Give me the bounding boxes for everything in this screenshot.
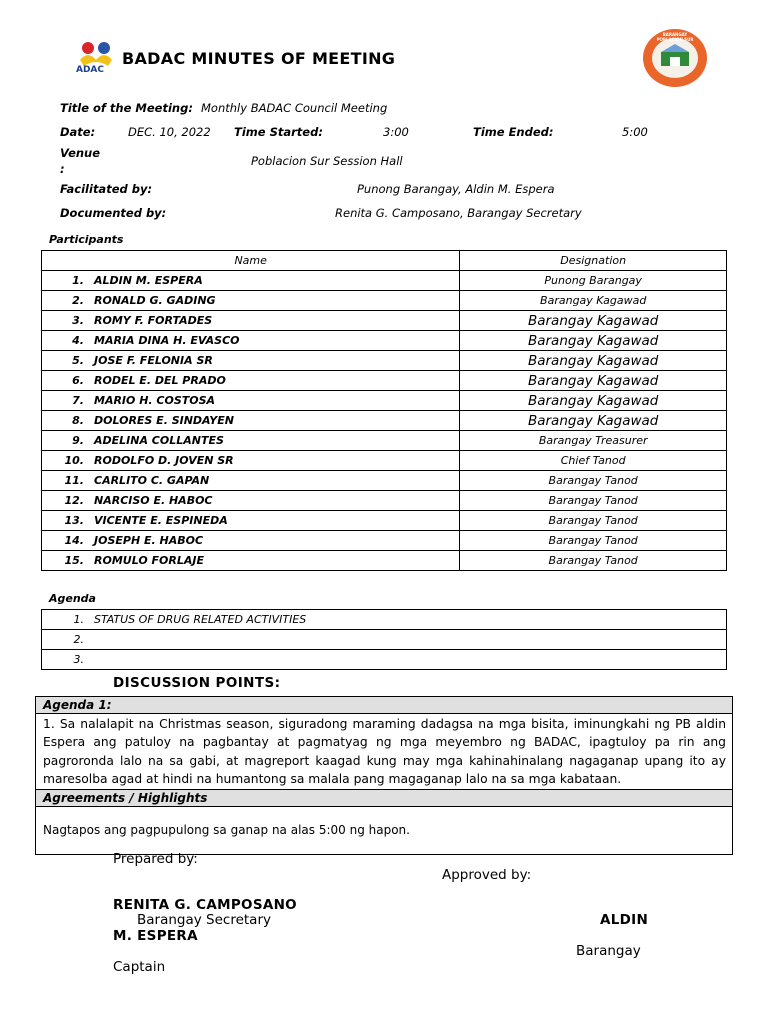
agenda-table xyxy=(41,609,727,670)
participant-row xyxy=(42,471,727,491)
participant-row xyxy=(42,351,727,371)
participant-designation: Punong Barangay xyxy=(460,271,727,291)
time-ended-label: Time Ended: xyxy=(473,125,554,139)
participant-designation: Chief Tanod xyxy=(460,451,727,471)
meeting-title-value: Monthly BADAC Council Meeting xyxy=(201,101,388,115)
participant-name-cell xyxy=(42,551,460,571)
participant-row xyxy=(42,411,727,431)
participant-number: 12. xyxy=(64,494,84,507)
participant-name-cell xyxy=(42,491,460,511)
participant-name: JOSE F. FELONIA SR xyxy=(94,354,213,367)
participant-number: 3. xyxy=(72,314,84,327)
participant-name-cell xyxy=(42,291,460,311)
participant-name: ROMULO FORLAJE xyxy=(94,554,204,567)
participant-name-cell xyxy=(42,271,460,291)
agenda-row xyxy=(42,610,727,630)
participant-name: ADELINA COLLANTES xyxy=(94,434,224,447)
participant-designation: Barangay Kagawad xyxy=(460,291,727,311)
participants-table xyxy=(41,250,727,571)
date-value: DEC. 10, 2022 xyxy=(128,125,211,139)
participant-name: JOSEPH E. HABOC xyxy=(94,534,204,547)
participant-name-cell xyxy=(42,351,460,371)
participant-number: 6. xyxy=(72,374,84,387)
agenda-cell xyxy=(42,630,727,650)
participant-row xyxy=(42,371,727,391)
participant-name: RODEL E. DEL PRADO xyxy=(94,374,226,387)
participant-name-cell xyxy=(42,371,460,391)
participant-designation: Barangay Tanod xyxy=(460,551,727,571)
agreements-text: Nagtapos ang pagpupulong sa ganap na alas 5:00 ng hapon. xyxy=(36,806,733,854)
approved-title-part2: Captain xyxy=(113,959,166,975)
participant-number: 1. xyxy=(72,274,84,287)
agenda-number: 1. xyxy=(73,613,84,626)
facilitated-value: Punong Barangay, Aldin M. Espera xyxy=(357,182,555,196)
agenda-label: Agenda xyxy=(49,592,96,605)
participant-number: 9. xyxy=(72,434,84,447)
participant-row xyxy=(42,551,727,571)
participant-name-cell xyxy=(42,451,460,471)
participant-name-cell xyxy=(42,431,460,451)
participant-designation: Barangay Kagawad xyxy=(460,371,727,391)
prepared-by-label: Prepared by: xyxy=(113,851,198,867)
badac-logo-text: ADAC xyxy=(76,65,105,75)
participant-name: MARIA DINA H. EVASCO xyxy=(94,334,240,347)
participant-designation: Barangay Tanod xyxy=(460,531,727,551)
barangay-seal xyxy=(642,28,708,88)
time-ended-value: 5:00 xyxy=(622,125,648,139)
approved-name-part2: M. ESPERA xyxy=(113,928,198,944)
participant-number: 8. xyxy=(72,414,84,427)
participant-name: ROMY F. FORTADES xyxy=(94,314,213,327)
participant-name-cell xyxy=(42,471,460,491)
participant-row xyxy=(42,511,727,531)
documented-label: Documented by: xyxy=(60,206,167,220)
participants-header-row xyxy=(42,251,727,271)
prepared-title: Barangay Secretary xyxy=(137,912,271,928)
agenda-number: 3. xyxy=(73,653,84,666)
participant-row xyxy=(42,391,727,411)
date-label: Date: xyxy=(60,125,96,139)
participant-name: ALDIN M. ESPERA xyxy=(94,274,203,287)
participant-row xyxy=(42,331,727,351)
documented-value: Renita G. Camposano, Barangay Secretary xyxy=(335,206,582,220)
col-designation-header: Designation xyxy=(460,251,727,271)
participant-number: 11. xyxy=(64,474,84,487)
participant-name: RONALD G. GADING xyxy=(94,294,216,307)
participant-row xyxy=(42,531,727,551)
agenda-number: 2. xyxy=(73,633,84,646)
participant-designation: Barangay Tanod xyxy=(460,491,727,511)
participant-row xyxy=(42,491,727,511)
participant-name: VICENTE E. ESPINEDA xyxy=(94,514,228,527)
document-title: BADAC MINUTES OF MEETING xyxy=(122,49,396,68)
participant-name-cell xyxy=(42,411,460,431)
participant-name-cell xyxy=(42,511,460,531)
participant-name: RODOLFO D. JOVEN SR xyxy=(94,454,234,467)
participant-number: 2. xyxy=(72,294,84,307)
participant-designation: Barangay Kagawad xyxy=(460,391,727,411)
approved-name-part1: ALDIN xyxy=(600,912,649,928)
time-started-label: Time Started: xyxy=(234,125,323,139)
participant-row xyxy=(42,271,727,291)
facilitated-label: Facilitated by: xyxy=(60,182,153,196)
participant-number: 5. xyxy=(72,354,84,367)
time-started-value: 3:00 xyxy=(383,125,409,139)
col-name-header: Name xyxy=(42,251,460,271)
participant-designation: Barangay Treasurer xyxy=(460,431,727,451)
approved-by-label: Approved by: xyxy=(442,867,532,883)
participant-name: DOLORES E. SINDAYEN xyxy=(94,414,234,427)
participant-name-cell xyxy=(42,311,460,331)
agenda-row xyxy=(42,630,727,650)
meeting-title-label: Title of the Meeting: xyxy=(60,101,193,115)
participant-designation: Barangay Kagawad xyxy=(460,331,727,351)
participant-number: 14. xyxy=(64,534,84,547)
participant-row xyxy=(42,431,727,451)
agenda-row xyxy=(42,650,727,670)
participant-number: 7. xyxy=(72,394,84,407)
participants-label: Participants xyxy=(49,233,124,246)
agenda-text: STATUS OF DRUG RELATED ACTIVITIES xyxy=(94,613,307,626)
venue-colon: : xyxy=(60,162,65,176)
participant-designation: Barangay Kagawad xyxy=(460,351,727,371)
participant-designation: Barangay Tanod xyxy=(460,511,727,531)
participant-name-cell xyxy=(42,391,460,411)
participant-designation: Barangay Tanod xyxy=(460,471,727,491)
agreements-label: Agreements / Highlights xyxy=(36,789,733,806)
participant-number: 13. xyxy=(64,514,84,527)
participant-row xyxy=(42,311,727,331)
participant-name: CARLITO C. GAPAN xyxy=(94,474,210,487)
venue-value: Poblacion Sur Session Hall xyxy=(251,154,403,168)
participant-row xyxy=(42,451,727,471)
participant-designation: Barangay Kagawad xyxy=(460,411,727,431)
discussion-table xyxy=(35,696,733,855)
approved-title-part1: Barangay xyxy=(576,943,641,959)
participant-number: 10. xyxy=(64,454,84,467)
participant-name-cell xyxy=(42,331,460,351)
venue-label: Venue xyxy=(60,146,101,160)
agenda-cell xyxy=(42,610,727,630)
participant-name-cell xyxy=(42,531,460,551)
agenda-cell xyxy=(42,650,727,670)
prepared-name: RENITA G. CAMPOSANO xyxy=(113,897,297,913)
agenda1-label: Agenda 1: xyxy=(36,697,733,714)
barangay-seal-text: BARANGAY POBLACION SUR xyxy=(656,32,694,42)
badac-logo xyxy=(74,38,118,82)
participant-name: NARCISO E. HABOC xyxy=(94,494,213,507)
participant-row xyxy=(42,291,727,311)
participant-number: 15. xyxy=(64,554,84,567)
participant-designation: Barangay Kagawad xyxy=(460,311,727,331)
participant-number: 4. xyxy=(72,334,84,347)
participant-name: MARIO H. COSTOSA xyxy=(94,394,216,407)
agenda1-text: 1. Sa nalalapit na Christmas season, siguradong maraming dadagsa na mga bisita, iminungkahi ng PB aldin Espera ang patuloy na pagbantay at pagmatyag ng mga meyembro ng BADAC, ipagtuloy pa rin ang pagroronda lalo na sa gabi, at magreport kaagad kung may mga kahinahinalang nagaganap upang ito ay maresolba agad at hindi na humantong sa malala pang magaganap lalo na sa mga kabataan. xyxy=(36,714,733,790)
discussion-title: DISCUSSION POINTS: xyxy=(113,675,281,691)
